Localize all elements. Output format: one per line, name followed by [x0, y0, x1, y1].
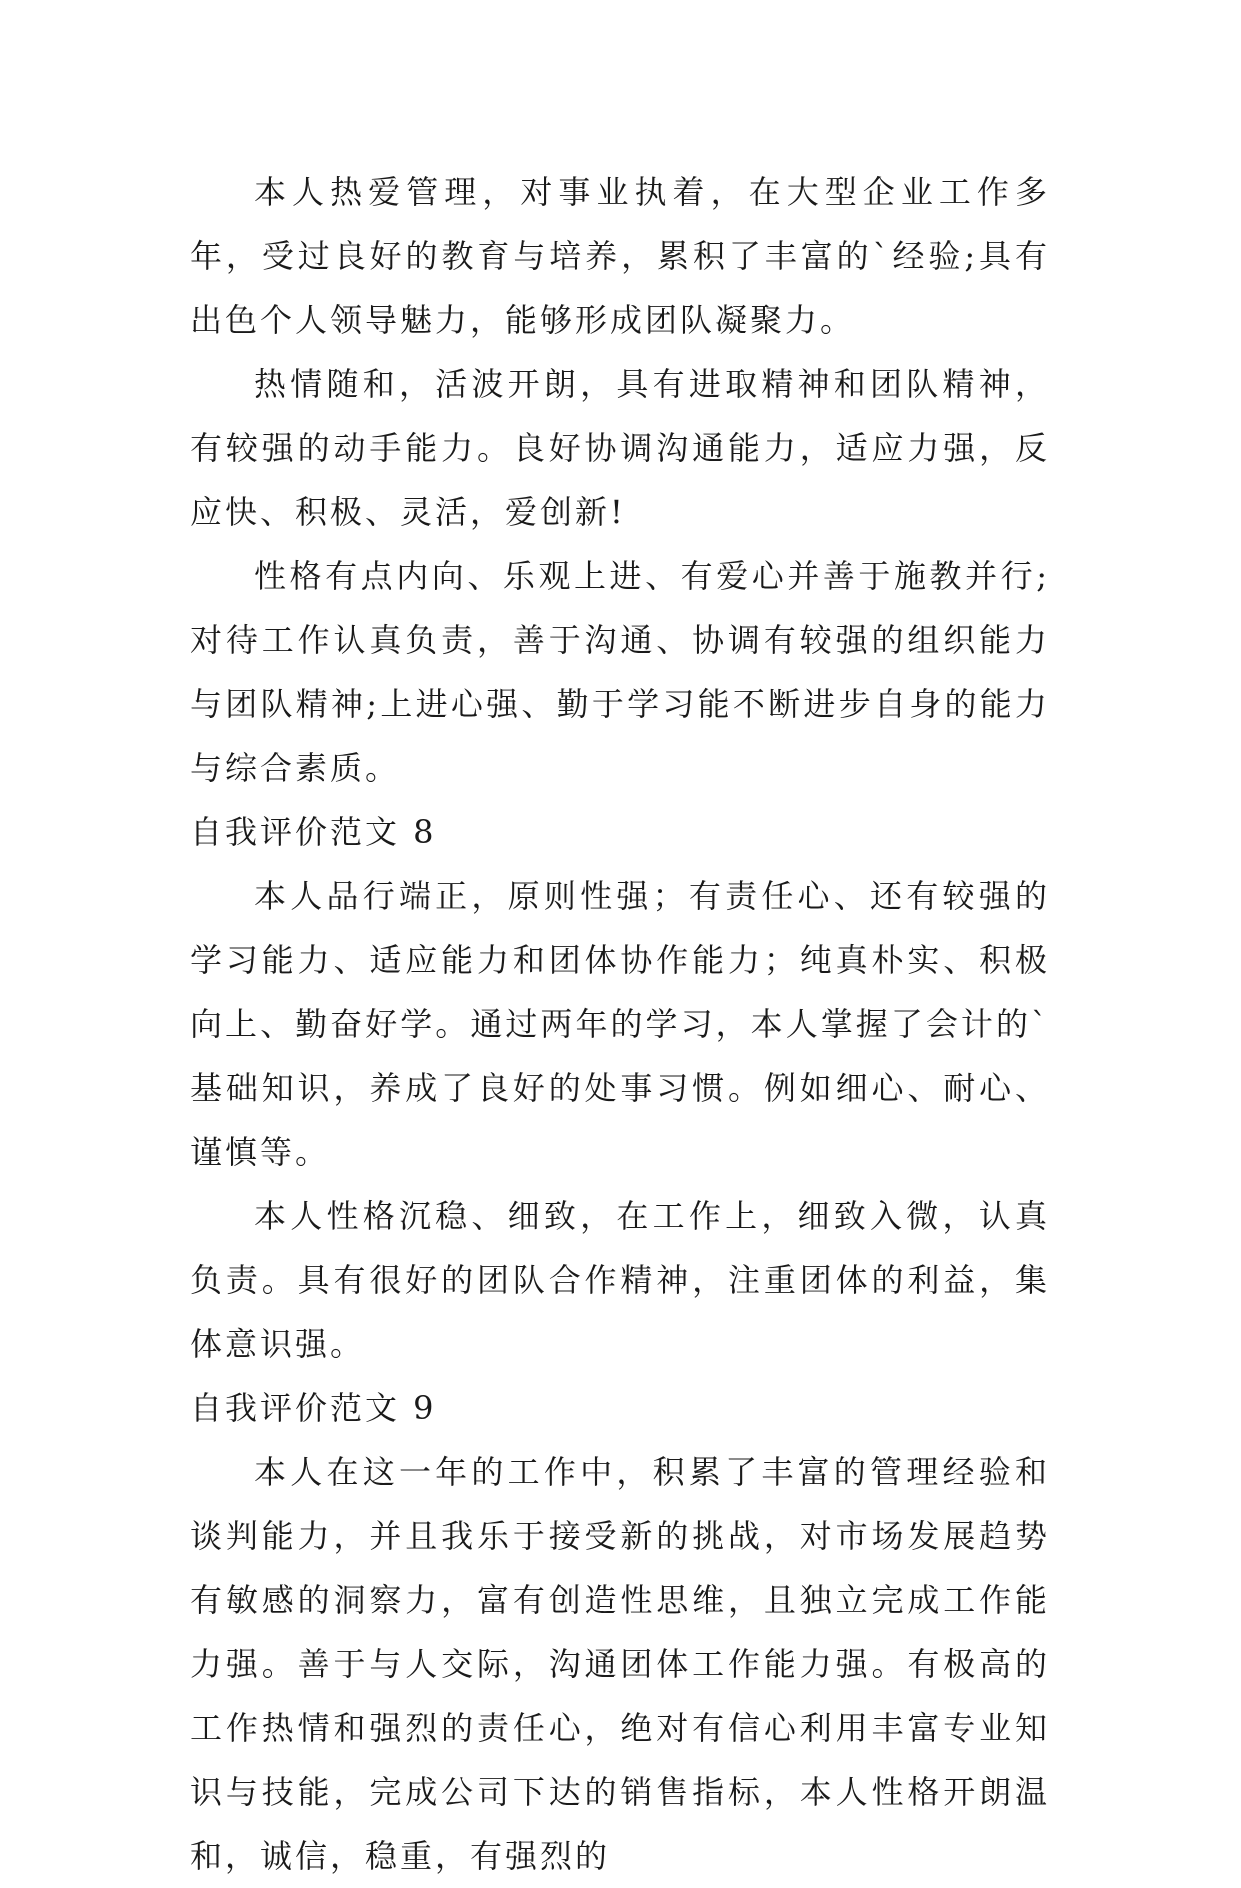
paragraph: 性格有点内向、乐观上进、有爱心并善于施教并行;对待工作认真负责，善于沟通、协调有较强的组织能力与团队精神;上进心强、勤于学习能不断进步自身的能力与综合素质。 — [190, 557, 1050, 787]
section-heading-9: 自我评价范文 9 — [190, 1389, 437, 1427]
section-heading-8: 自我评价范文 8 — [190, 813, 437, 851]
paragraph: 本人性格沉稳、细致，在工作上，细致入微，认真负责。具有很好的团队合作精神，注重团体的利益，集体意识强。 — [190, 1197, 1050, 1363]
paragraph: 本人品行端正，原则性强；有责任心、还有较强的学习能力、适应能力和团体协作能力；纯真朴实、积极向上、勤奋好学。通过两年的学习，本人掌握了会计的`基础知识，养成了良好的处事习惯。例如细心、耐心、谨慎等。 — [190, 877, 1050, 1171]
paragraph: 本人热爱管理，对事业执着，在大型企业工作多年，受过良好的教育与培养，累积了丰富的`经验;具有出色个人领导魅力，能够形成团队凝聚力。 — [190, 173, 1050, 339]
paragraph: 本人在这一年的工作中，积累了丰富的管理经验和谈判能力，并且我乐于接受新的挑战，对市场发展趋势有敏感的洞察力，富有创造性思维，且独立完成工作能力强。善于与人交际，沟通团体工作能力强。有极高的工作热情和强烈的责任心，绝对有信心利用丰富专业知识与技能，完成公司下达的销售指标，本人性格开朗温和，诚信，稳重，有强烈的 — [190, 1453, 1050, 1875]
document-body — [190, 160, 1050, 1888]
paragraph: 热情随和，活波开朗，具有进取精神和团队精神，有较强的动手能力。良好协调沟通能力，适应力强，反应快、积极、灵活，爱创新! — [190, 365, 1050, 531]
